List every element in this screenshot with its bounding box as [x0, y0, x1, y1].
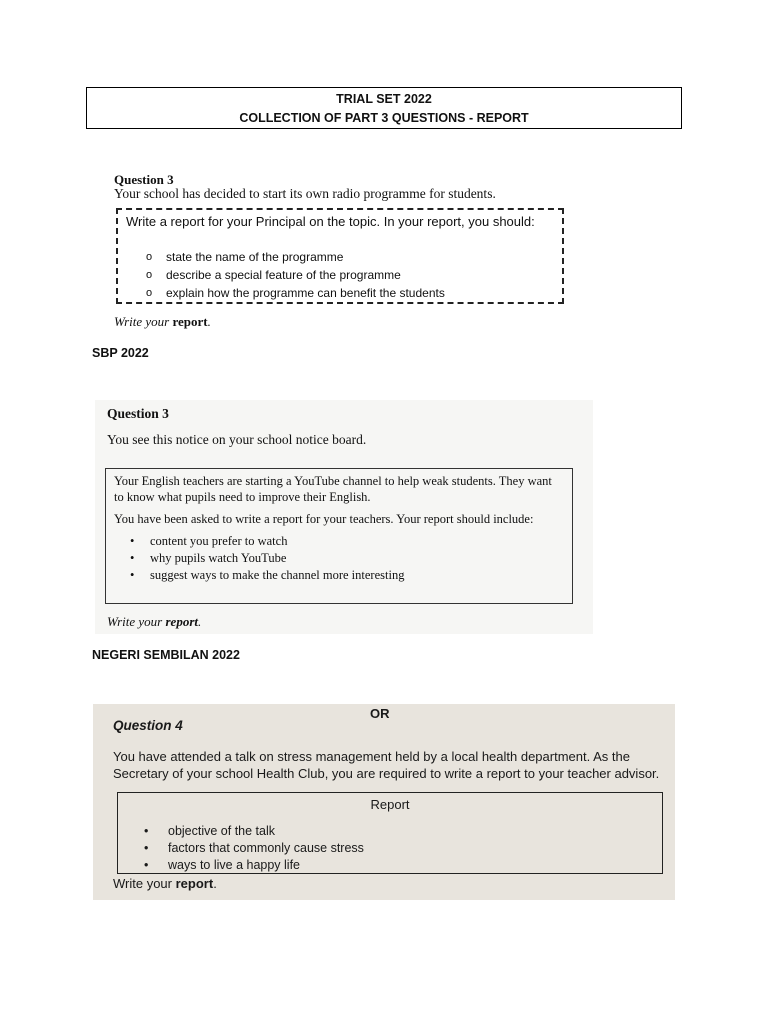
- notice-box: [105, 468, 573, 604]
- list-item: • content you prefer to watch: [130, 534, 288, 548]
- question-text: Your school has decided to start its own radio programme for students.: [114, 186, 496, 201]
- circle-bullet-icon: o: [146, 287, 153, 299]
- bullet-icon: •: [130, 534, 135, 548]
- write-instruction: Write your report.: [107, 614, 202, 629]
- instruction-text: Write a report for your Principal on the topic. In your report, you should:: [126, 214, 535, 229]
- question-title: Question 4: [113, 718, 183, 733]
- document-header: [86, 87, 682, 129]
- report-box: [117, 792, 663, 874]
- question-scan-1: [108, 168, 570, 336]
- question-title: Question 3: [107, 406, 169, 421]
- write-instruction: Write your report.: [113, 876, 217, 891]
- bullet-icon: •: [144, 824, 149, 838]
- list-item: o describe a special feature of the programme: [146, 268, 401, 282]
- question-scan-3: [93, 704, 675, 900]
- list-item: • suggest ways to make the channel more interesting: [130, 568, 405, 582]
- header-subtitle: COLLECTION OF PART 3 QUESTIONS - REPORT: [239, 111, 529, 125]
- question-scan-2: [95, 400, 593, 634]
- bullet-list: [144, 823, 364, 874]
- bullet-icon: •: [130, 568, 135, 582]
- list-item: o explain how the programme can benefit the students: [146, 286, 445, 300]
- notice-paragraph: Your English teachers are starting a YouTube channel to help weak students. They want to know what pupils need to improve their English.: [114, 474, 552, 504]
- list-item: • ways to live a happy life: [144, 858, 301, 872]
- section-label-sbp: SBP 2022: [92, 346, 149, 360]
- bullet-icon: •: [144, 858, 149, 872]
- or-divider: OR: [370, 706, 390, 721]
- question-text: You see this notice on your school notice board.: [107, 432, 367, 447]
- circle-bullet-icon: o: [146, 269, 153, 281]
- question-title: Question 3: [114, 172, 174, 187]
- bullet-list: [146, 248, 445, 302]
- bullet-icon: •: [130, 551, 135, 565]
- list-item: o state the name of the programme: [146, 250, 344, 264]
- list-item: • why pupils watch YouTube: [130, 551, 287, 565]
- list-item: • factors that commonly cause stress: [144, 841, 364, 855]
- list-item: • objective of the talk: [144, 824, 276, 838]
- question-text: You have attended a talk on stress management held by a local health department. As the Secretary of your school Health Club, you are required to write a report to your teacher advisor.: [113, 749, 660, 781]
- write-instruction: Write your report.: [114, 314, 211, 329]
- bullet-list: [114, 533, 564, 584]
- header-title: TRIAL SET 2022: [336, 92, 432, 106]
- instruction-box: [116, 208, 564, 304]
- bullet-icon: •: [144, 841, 149, 855]
- report-box-title: Report: [370, 797, 410, 812]
- circle-bullet-icon: o: [146, 251, 153, 263]
- section-label-negeri-sembilan: NEGERI SEMBILAN 2022: [92, 648, 240, 662]
- notice-paragraph: You have been asked to write a report for your teachers. Your report should include:: [114, 512, 534, 526]
